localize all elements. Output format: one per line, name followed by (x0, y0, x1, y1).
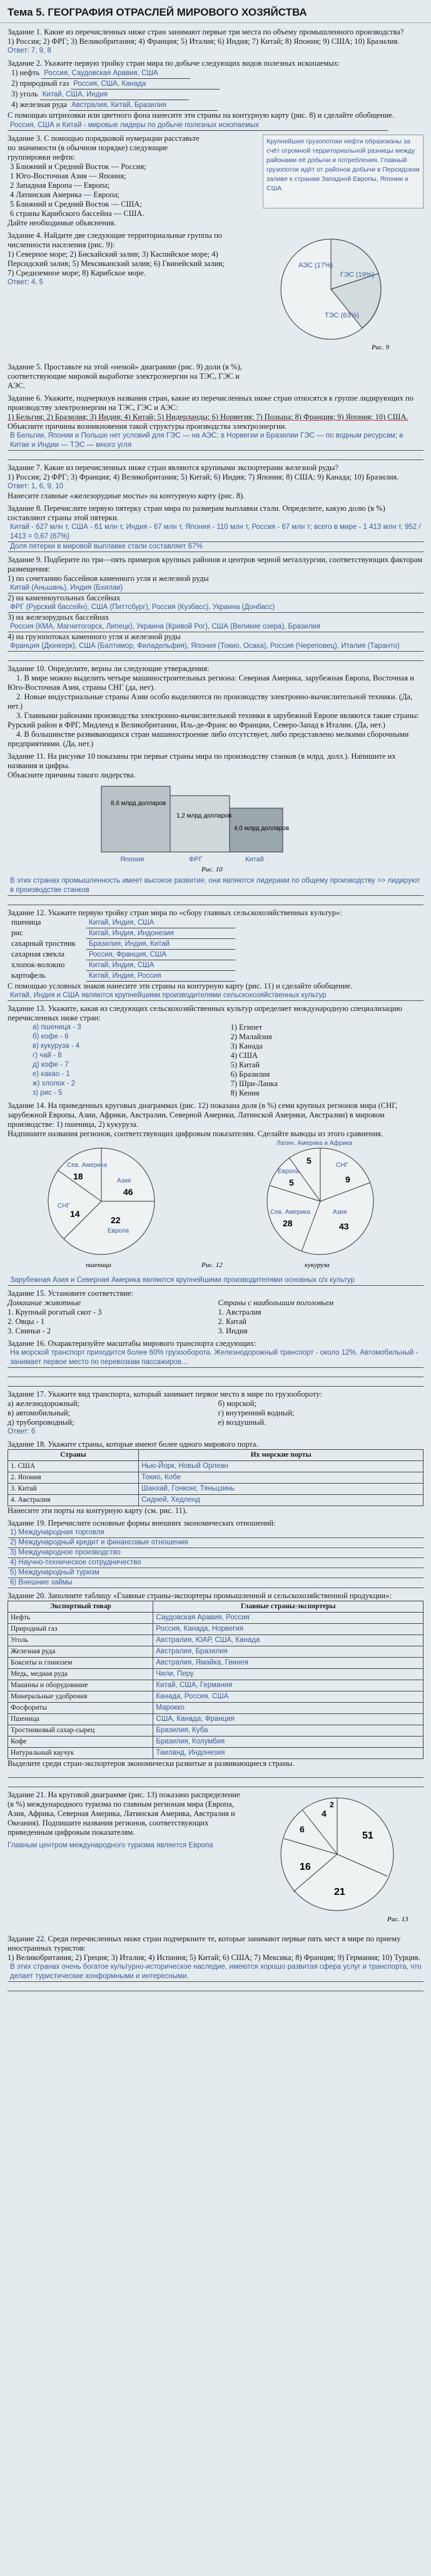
task-4 (0, 229, 431, 361)
crop-answer[interactable]: Китай, Индия, США (86, 961, 235, 971)
task-2-item-label: 2) природный газ (11, 79, 69, 88)
task-11 (0, 750, 431, 906)
task-3-item: 3 Ближний и Средний Восток — Россия; (10, 162, 146, 171)
crop-option: з) рис - 5 (33, 1089, 63, 1097)
transport-option: а) железнодорожный; (8, 1399, 79, 1408)
task-20-after: Выделите среди стран-экспортеров экономически развитые и развивающиеся страны. (8, 1759, 295, 1768)
crop-option: ж) хлопок - 2 (33, 1080, 75, 1087)
table-header: Их морские порты (139, 1450, 423, 1461)
task-16-text: Задание 16. Охарактеризуйте масштабы мирового транспорта следующих: (8, 1339, 256, 1348)
country-item: 2. Китай (218, 1317, 246, 1326)
task-2-item-label: 4) железная руда (11, 100, 68, 109)
transport-option: б) морской; (218, 1399, 256, 1408)
pie-value: 6 (300, 1824, 305, 1834)
table-cell: Натуральный каучук (8, 1748, 153, 1759)
transport-option: д) трубопроводный; (8, 1418, 74, 1427)
crop-answer[interactable]: Китай, Индия, Россия (86, 972, 235, 982)
task-19-answer[interactable]: 1) Международная торговля 2) Международный кредит и финансовые отношения 3) Международное производство 4) Научно-техническое сотрудничество 5) Международный туризм 6) Внешние займы (8, 1528, 423, 1588)
table-cell[interactable]: Россия, Канада, Норвегия (153, 1624, 423, 1635)
task-4-text: Задание 4. Найдите две следующие территориальные группы по численности населения (рис. 9): (8, 231, 223, 249)
page-title: Тема 5. ГЕОГРАФИЯ ОТРАСЛЕЙ МИРОВОГО ХОЗЯЙСТВА (0, 0, 431, 23)
crop-label: сахарный тростник (11, 939, 76, 948)
task-3-text: Задание 3. С помощью порядковой нумерации расставьте по значимости (в обычном порядке) следующие группировки нефти: (8, 134, 200, 162)
task-4-answer: Ответ: 4, 5 (8, 279, 44, 286)
task-17-text: Задание 17. Укажите вид транспорта, который занимает первое место в мире по грузообороту: (8, 1390, 322, 1398)
pie-value: 43 (339, 1221, 349, 1231)
task-2-note-answer[interactable]: Россия, США и Китай - мировые лидеры по добыче полезных ископаемых (8, 121, 388, 131)
corn-pie (267, 1139, 373, 1269)
country-option: 2) Малайзия (230, 1032, 272, 1041)
pie-label: Европа (278, 1168, 300, 1175)
task-10-item: 3. Главными районами производства электронно-вычислительной техники в зарубежной Европе являются такие страны: Рурский район в ФРГ, Мидленд в Великобритании, Иль-де-Франс во Франции, Северо-Запад в Италии. (Да, нет.) (8, 711, 419, 729)
table-cell: 3. Китай (8, 1484, 139, 1495)
diagram-block (170, 796, 230, 852)
table-row (8, 1680, 423, 1691)
task-11-text: Задание 11. На рисунке 10 показаны три первые страны мира по производству станков (в млрд. долл.). Напишите их названия и цифры. (8, 752, 396, 770)
table-row (8, 1725, 423, 1737)
pie-value: 14 (70, 1209, 80, 1219)
task-7-text: Задание 7. Какие из перечисленных ниже стран являются крупными экспортерами железной руды? (8, 463, 338, 472)
task-9-item-label: 2) на каменноугольных бассейнах (8, 593, 121, 602)
task-3 (0, 132, 431, 229)
task-15 (0, 1287, 431, 1337)
table-cell: Кофе (8, 1737, 153, 1748)
task-19-text: Задание 19. Перечислите основные формы внешних экономических отношений: (8, 1519, 276, 1527)
pie-value: 28 (283, 1218, 293, 1228)
animal-item: 3. Свиньи - 2 (8, 1326, 51, 1335)
task-10-text: Задание 10. Определите, верны ли следующие утверждения: (8, 664, 210, 673)
task-4-options: 1) Северное море; 2) Бискайский залив; 3) Каспийское море; 4) Персидский залив; 5) Мексиканский залив; 6) Гвинейский залив; 7) Средиземное море; 8) Карибское море. (8, 250, 225, 277)
table-cell[interactable]: Австралия, Ямайка, Гвинея (153, 1658, 423, 1669)
task-7-answer: Ответ: 1, 6, 9, 10 (8, 483, 64, 490)
table-cell: Уголь (8, 1635, 153, 1646)
task-13 (0, 1002, 431, 1099)
task-11-answer[interactable]: В этих странах промышленность имеет высокое развитие, они являются лидерами по общему производству >> лидируют в производстве станков (8, 876, 423, 905)
pie-value: 21 (334, 1887, 345, 1897)
task-6-options: 1) Бельгия; 2) Бразилия; 3) Индия; 4) Китай; 5) Нидерланды; 6) Норвегия; 7) Польша; 8) Франция; 9) Япония; 10) США. (8, 413, 408, 421)
task-7-extra: Нанесите главные «железорудные мосты» на контурную карту (рис. 8). (8, 491, 245, 500)
table-cell: Бокситы и глинозем (8, 1658, 153, 1669)
task-1 (0, 26, 431, 57)
table-cell[interactable]: Сидней, Хедленд (139, 1495, 423, 1506)
pie-value: 22 (111, 1215, 121, 1225)
table-cell: 1. США (8, 1461, 139, 1472)
table-row (8, 1691, 423, 1703)
diagram-country: Китай (245, 856, 264, 863)
table-row (8, 1646, 423, 1658)
pie-label-npp: АЭС (17%) (298, 262, 333, 269)
task-3-item: 4 Латинская Америка — Европа; (10, 190, 120, 199)
task-21-sub: Главным центром международного туризма является Европа (8, 1842, 213, 1849)
task-21 (0, 1788, 431, 1932)
task-14-note: Надпишите названия регионов, соответствующих цифровым показателям. Сделайте выводы из этого сравнения. (8, 1129, 383, 1138)
task-1-options: 1) Россия; 2) ФРГ; 3) Великобритания; 4) Франция; 5) Италия; 6) Индия; 7) Китай; 8) Япония; 9) США; 10) Бразилия. (8, 37, 400, 46)
animal-item: 1. Крупный рогатый скот - 3 (8, 1308, 102, 1316)
task-2-item-answer[interactable]: Россия, США, Канада (71, 80, 220, 90)
task-8 (0, 502, 431, 553)
table-row (8, 1495, 423, 1506)
task-17 (0, 1388, 431, 1438)
table-cell[interactable]: Таиланд, Индонезия (153, 1748, 423, 1759)
pie-label: СНГ (58, 1203, 70, 1209)
table-cell[interactable]: Чили, Перу (153, 1669, 423, 1680)
task-6 (0, 392, 431, 461)
tourism-pie-chart (256, 1788, 418, 1926)
table-cell: Железная руда (8, 1646, 153, 1658)
country-option: 4) США (230, 1051, 258, 1060)
figure-caption: Рис. 12 (201, 1261, 223, 1269)
country-item: 1. Австралия (218, 1308, 261, 1316)
task-20 (0, 1589, 431, 1788)
pie-label-hpp: ГЭС (19%) (340, 271, 375, 279)
task-22-text: Задание 22. Среди перечисленных ниже стран подчеркните те, которые занимают первые пять мест в мире по приему иностранных туристов: (8, 1934, 401, 1953)
table-cell[interactable]: Марокко (153, 1703, 423, 1714)
task-10-item: 2. Новые индустриальные страны Азии особо выделяются по производству электронно-вычислительной техники. (Да, нет.) (8, 692, 413, 711)
task-2 (0, 57, 431, 132)
task-18-text: Задание 18. Укажите страны, которые имеют более одного мирового порта. (8, 1440, 258, 1449)
table-cell[interactable]: Бразилия, Колумбия (153, 1737, 423, 1748)
machine-tools-diagram (8, 780, 423, 874)
table-cell[interactable]: Нью-Йорк, Новый Орлеан (139, 1461, 423, 1472)
table-header: Главные страны-экспортеры (153, 1601, 423, 1613)
crop-label: рис (11, 928, 23, 937)
pie-label: Азия (117, 1178, 131, 1184)
energy-pie-chart (256, 233, 406, 352)
pie-value: 9 (345, 1174, 350, 1184)
exporters-table (8, 1601, 423, 1759)
figure-caption: Рис. 9 (372, 344, 390, 351)
pie-label: Европа (108, 1228, 129, 1234)
crop-answer[interactable]: Россия, Франция, США (86, 950, 235, 960)
table-cell[interactable]: Китай, США, Германия (153, 1680, 423, 1691)
task-9-item-answer[interactable]: ФРГ (Рурский бассейн), США (Питтсбург), Россия (Кузбасс), Украина (Донбасс) (8, 603, 423, 613)
table-row (8, 1703, 423, 1714)
task-2-note: С помощью штриховки или цветного фона нанесите эти страны на контурную карту (рис. 8) и сделайте обобщение. (8, 111, 395, 120)
table-row (8, 1635, 423, 1646)
table-row (8, 1461, 423, 1472)
task-14 (0, 1099, 431, 1287)
transport-option: в) автомобильный; (8, 1409, 71, 1417)
pie-value: 46 (123, 1187, 133, 1197)
task-8-answer[interactable]: Китай - 627 млн т, США - 61 млн т, Индия - 67 млн т, Япония - 110 млн т, Россия - 67 млн т; всего в мире - 1 413 млн т, 952 / 1413 = 0,67 (67%) Доля пятерки в мировой выплавке стали составляет 67% (8, 523, 423, 552)
crop-option: е) какао - 1 (33, 1070, 70, 1078)
table-cell: Нефть (8, 1613, 153, 1624)
crop-label: хлопок-волокно (11, 960, 65, 969)
pie-label: Сев. Америка (270, 1209, 311, 1216)
task-2-item-answer[interactable]: Китай, США, Индия (40, 90, 189, 100)
task-7-options: 1) Россия; 2) ФРГ; 3) Франция; 4) Великобритания; 5) Китай; 6) Индия; 7) Япония; 8) США; 9) Канада; 10) Бразилия. (8, 473, 399, 481)
task-14-answer[interactable]: Зарубежная Азия и Северная Америка являются крупнейшими производителями основных с/х культур (8, 1276, 423, 1286)
table-cell[interactable]: США, Канада, Франция (153, 1714, 423, 1725)
task-3-item: 6 страны Карибского бассейна — США. (10, 209, 145, 218)
crop-option: д) кофе - 7 (33, 1061, 69, 1069)
table-cell[interactable]: Канада, Россия, США (153, 1691, 423, 1703)
crop-label: картофель (11, 971, 46, 980)
country-option: 6) Бразилия (230, 1070, 270, 1079)
diagram-value: 8,6 млрд долларов (111, 800, 166, 807)
task-9-item-answer[interactable]: Франция (Дюнкерк), США (Балтимор, Филадельфия), Япония (Токио, Осака), Россия (Череповец), Италия (Таранто) (8, 642, 423, 661)
pie-value: 2 (330, 1800, 334, 1809)
ports-table (8, 1449, 423, 1506)
task-16 (0, 1337, 431, 1388)
task-9-text: Задание 9. Подберите по три—пять примеров крупных районов и центров черной металлургии, соответствующих факторам размещения: (8, 555, 423, 573)
pie-value: 5 (307, 1156, 312, 1166)
table-header: Экспортный товар (8, 1601, 153, 1613)
task-9-item-label: 4) на грузопотоках каменного угля и железной руды (8, 632, 181, 641)
wheat-pie (48, 1148, 155, 1269)
country-item: 3. Индия (218, 1326, 248, 1335)
task-15-header-right: Страны с наибольшим поголовьем (218, 1298, 334, 1307)
table-cell: Фосфориты (8, 1703, 153, 1714)
country-option: 5) Китай (230, 1060, 260, 1069)
task-11-sub: Объясните причины такого лидерства. (8, 771, 136, 779)
crop-option: а) пшеница - 3 (33, 1024, 81, 1031)
task-1-answer: Ответ: 7, 9, 8 (8, 47, 51, 54)
task-15-text: Задание 15. Установите соответствие: (8, 1289, 134, 1298)
crop-label: пшеница (11, 918, 41, 926)
table-cell[interactable]: Токио, Кобе (139, 1472, 423, 1484)
table-row (8, 1484, 423, 1495)
table-cell[interactable]: Австралия, Бразилия (153, 1646, 423, 1658)
task-12-after: С помощью условных знаков нанесите эти страны на контурную карту (рис. 11) и сделайте обобщение. (8, 982, 353, 990)
figure-caption: Рис. 13 (387, 1916, 408, 1923)
table-cell: Тростниковый сахар-сырец (8, 1725, 153, 1737)
pie-label: СНГ (336, 1162, 348, 1169)
task-3-item: 5 Ближний и Средний Восток — США; (10, 200, 142, 208)
table-row (8, 1472, 423, 1484)
table-header: Страны (8, 1450, 139, 1461)
table-row (8, 1737, 423, 1748)
crop-label: сахарная свекла (11, 950, 65, 958)
figure-caption: Рис. 10 (201, 866, 223, 873)
task-2-item-answer[interactable]: Австралия, Китай, Бразилия (69, 101, 218, 111)
table-row (8, 1669, 423, 1680)
pie-label: Латин. Америка и Африка (276, 1140, 353, 1147)
table-cell: Минеральные удобрения (8, 1691, 153, 1703)
task-14-text: Задание 14. На приведенных круговых диаграммах (рис. 12) показана доля (в %) семи крупных регионов мира (СНГ, зарубежной Европы, Азии, Африки, Австралии, Северной Америки, Латинской Америки, Австралии) в мировом производстве: 1) пшеница, 2) кукуруза. (8, 1101, 398, 1129)
task-12-text: Задание 12. Укажите первую тройку стран мира по «сбору главных сельскохозяйственных культур»: (8, 908, 342, 917)
task-3-side-note: Крупнейшие грузопотоки нефти образованы за счёт огромной территориальной разницы между районами её добычи и потребления. Главный грузопоток идёт от районов добычи в Персидском заливе к странам Западной Европы, Японии и США (263, 135, 423, 208)
task-17-answer: Ответ: б (8, 1428, 36, 1435)
table-cell: Машины и оборудование (8, 1680, 153, 1691)
country-option: 8) Кения (230, 1089, 260, 1097)
task-13-text: Задание 13. Укажите, какая из следующих сельскохозяйственных культур определяет международную специализацию перечисленных ниже стран: (8, 1004, 403, 1022)
task-3-item: 2 Западная Европа — Европа; (10, 181, 110, 190)
country-option: 3) Канада (230, 1042, 263, 1050)
task-16-answer[interactable]: На морской транспорт приходится более 60% грузооборота. Железнодорожный транспорт - около 12%. Автомобильный - занимает первое место по перевозкам пассажиров... (8, 1348, 423, 1387)
pie-value: 18 (73, 1171, 83, 1181)
task-8-text: Задание 8. Перечислите первую пятерку стран мира по размерам выплавки стали. Определите, какую долю (в %) составляют страны этой пятерки. (8, 504, 385, 522)
task-5 (0, 361, 431, 392)
table-cell[interactable]: Австралия, ЮАР, США, Канада (153, 1635, 423, 1646)
diagram-country: Япония (120, 856, 145, 863)
pie-label: Азия (333, 1209, 347, 1216)
task-6-text: Задание 6. Укажите, подчеркнув названия стран, какие из перечисленных ниже стран относятся к группе лидирующих по производству электроэнергии на ТЭС, ГЭС и АЭС: (8, 394, 413, 412)
task-9-item-answer[interactable]: Китай (Аньшань), Индия (Бхилаи) (8, 583, 423, 593)
task-9-item-label: 1) по сочетанию бассейнов каменного угля и железной руды (8, 574, 209, 583)
country-option: 1) Египет (230, 1023, 263, 1032)
table-row (8, 1624, 423, 1635)
task-21-text: Задание 21. На круговой диаграмме (рис. 13) показано распределение (в %) международного туризма по главным регионам мира (Европа, Азия, Африка, Северная Америка, Латинская Америка, Австралия и Океания). Подпишите названия регионов, соответствующих приведенным цифровым показателям. (8, 1790, 240, 1837)
diagram-block (101, 786, 170, 852)
task-3-footer: Дайте необходимые объяснения. (8, 218, 116, 227)
task-6-explain: Объясните причины возникновения такой структуры производства электроэнергии. (8, 422, 287, 431)
task-2-item-answer[interactable]: Россия, Саудовская Аравия, США (41, 69, 190, 79)
task-10 (0, 662, 431, 750)
pie-caption: кукуруза (305, 1261, 330, 1269)
pie-label: Сев. Америка (67, 1162, 108, 1169)
animal-item: 2. Овцы - 1 (8, 1317, 45, 1326)
table-cell[interactable]: Шанхай, Гонконг, Тяньцзинь (139, 1484, 423, 1495)
task-9 (0, 553, 431, 662)
pie-value: 5 (289, 1178, 294, 1188)
transport-option: г) внутренний водный; (218, 1409, 295, 1417)
task-15-header-left: Домашние животные (8, 1298, 81, 1307)
table-row (8, 1714, 423, 1725)
task-18-note: Нанесите эти порты на контурную карту (см. рис. 11). (8, 1506, 188, 1515)
task-2-text: Задание 2. Укажите первую тройку стран мира по добыче следующих видов полезных ископаемых: (8, 59, 340, 68)
task-10-item: 1. В мире можно выделить четыре машиностроительных региона: Северная Америка, зарубежная Европа, Восточная и Юго-Восточная Азия, страны СНГ (да, нет). (8, 674, 414, 692)
task-19 (0, 1517, 431, 1589)
pie-value: 4 (322, 1809, 327, 1819)
task-18 (0, 1438, 431, 1517)
task-2-item-label: 1) нефть (11, 68, 40, 77)
table-cell: Медь, медная руда (8, 1669, 153, 1680)
task-10-item: 4. В большинстве развивающихся стран машиностроение либо отсутствует, либо представлено мелкими сборочными предприятиями. (Да, нет.) (8, 730, 409, 748)
table-row (8, 1748, 423, 1759)
task-6-answer[interactable]: В Бельгии, Японии и Польше нет условий для ГЭС — на АЭС; в Норвегии и Бразилии ГЭС — по водным ресурсам; в Китае и Индии — ТЭС — много угля (8, 431, 423, 460)
table-cell[interactable]: Саудовская Аравия, Россия (153, 1613, 423, 1624)
diagram-value: 4,0 млрд долларов (234, 825, 290, 832)
transport-option: е) воздушный. (218, 1418, 266, 1427)
table-cell: 4. Австралия (8, 1495, 139, 1506)
task-9-item-answer[interactable]: Россия (КМА, Магнитогорск, Липецк), Украина (Кривой Рог), США (Великие озера), Бразилия (8, 622, 423, 632)
task-9-item-label: 3) на железорудных бассейнах (8, 613, 109, 622)
crops-pie-charts (8, 1139, 423, 1273)
task-12-after-answer[interactable]: Китай, Индия и США являются крупнейшими производителями сельскохозяйственных культур (8, 991, 423, 1001)
task-3-item: 1 Юго-Восточная Азия — Япония; (10, 172, 126, 180)
crop-option: б) кофе - 6 (33, 1033, 69, 1040)
task-22-answer[interactable]: В этих странах очень богатое культурно-историческое наследие, имеются хорошо развитая сфера услуг и транспорта, что делает туристические конформными и интересными. (8, 1963, 423, 1991)
task-22 (0, 1932, 431, 1993)
task-20-after-answer[interactable] (8, 1768, 423, 1787)
table-cell[interactable]: Бразилия, Куба (153, 1725, 423, 1737)
task-1-text: Задание 1. Какие из перечисленных ниже стран занимают первые три места по объему промышленного производства? (8, 28, 404, 36)
diagram-value: 1,2 млрд долларов (176, 813, 232, 819)
table-cell: 2. Япония (8, 1472, 139, 1484)
task-7 (0, 461, 431, 502)
pie-caption: пшеница (86, 1261, 111, 1269)
task-5-text: Задание 5. Проставьте на этой «немой» диаграмме (рис. 9) доли (в %), соответствующие мировой выработке электроэнергии на ТЭС, ГЭС и АЭС. (8, 362, 242, 390)
country-option: 7) Шри-Ланка (230, 1079, 278, 1088)
pie-value: 51 (362, 1830, 373, 1841)
table-row (8, 1613, 423, 1624)
task-12 (0, 906, 431, 1002)
task-22-options: 1) Великобритания; 2) Греция; 3) Италия; 4) Испания; 5) Китай; 6) США; 7) Мексика; 8) Франция; 9) Германия; 10) Турция. (8, 1953, 420, 1962)
crop-answer[interactable]: Бразилия, Индия, Китай (86, 940, 235, 950)
crop-answer[interactable]: Китай, Индия, США (86, 918, 235, 928)
diagram-country: ФРГ (189, 856, 203, 863)
task-2-item-label: 3) уголь (11, 90, 38, 98)
crop-option: в) кукуруза - 4 (33, 1042, 80, 1050)
pie-label-tpp: ТЭС (63%) (325, 312, 359, 319)
task-20-text: Задание 20. Заполните таблицу «Главные страны-экспортеры промышленной и сельскохозяйственной продукции»: (8, 1591, 392, 1600)
crop-option: г) чай - 8 (33, 1052, 62, 1059)
crop-answer[interactable]: Китай, Индия, Индонезия (86, 929, 235, 939)
table-row (8, 1658, 423, 1669)
table-cell: Пшеница (8, 1714, 153, 1725)
table-cell: Природный газ (8, 1624, 153, 1635)
pie-value: 16 (300, 1862, 311, 1872)
